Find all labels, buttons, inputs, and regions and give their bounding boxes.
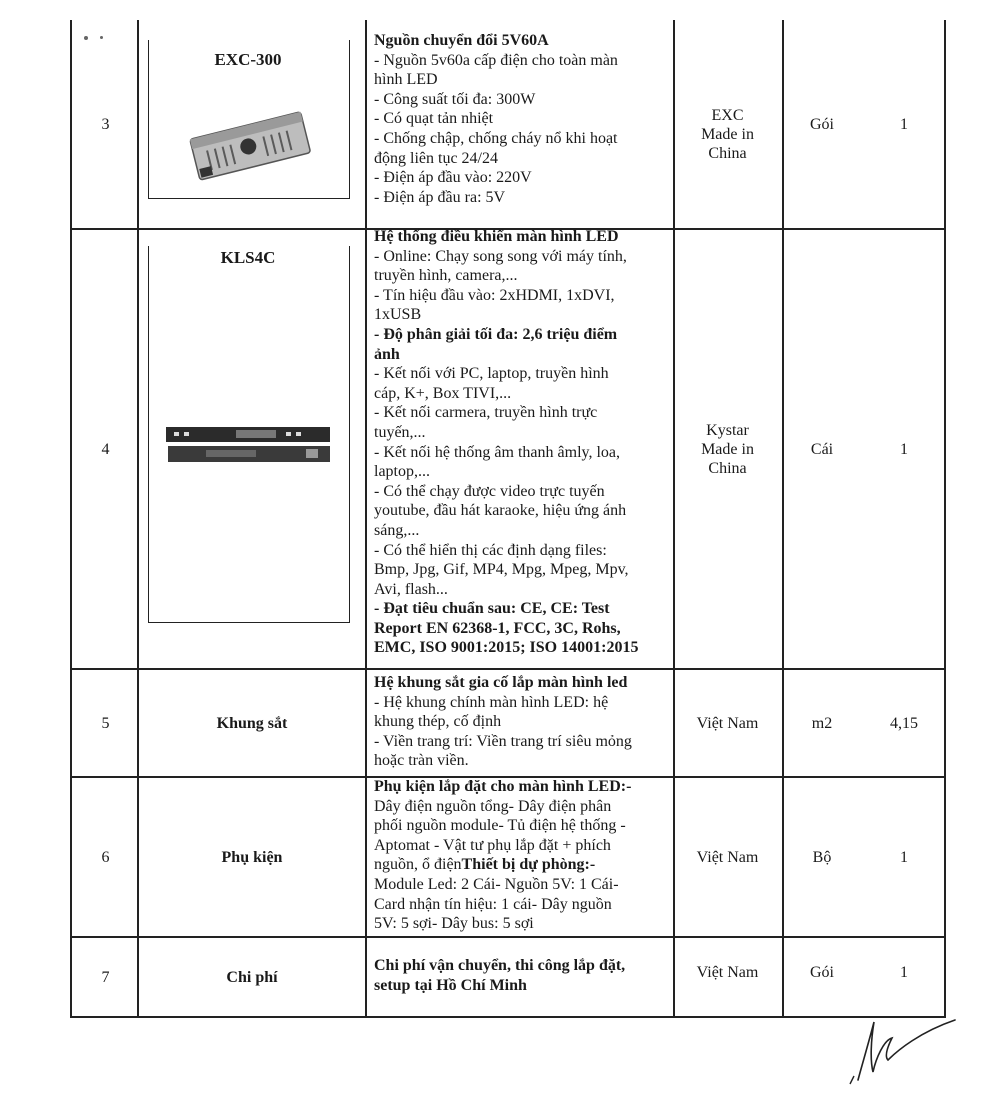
row-4-quantity: 1 (900, 440, 908, 458)
row-6-line: Phụ kiện lắp đặt cho màn hình LED:- (374, 778, 632, 795)
row-3-origin (673, 20, 782, 248)
row-6-line: Module Led: 2 Cái- Nguồn 5V: 1 Cái- (374, 875, 619, 893)
row-3-unit: Gói (810, 115, 834, 133)
row-4-line: truyền hình, camera,... (374, 267, 518, 285)
row-3-line: - Chống chập, chống cháy nổ khi hoạt (374, 129, 618, 147)
row-3-line: - Nguồn 5v60a cấp điện cho toàn màn (374, 51, 618, 69)
row-7-description (374, 956, 625, 995)
row-3-origin-line: EXC (711, 106, 744, 124)
row-6-description (374, 777, 631, 934)
row-6-unit: Bộ (812, 848, 832, 866)
row-4-line: - Có thể hiển thị các định dạng files: (374, 541, 607, 559)
row-4-line: - Kết nối với PC, laptop, truyền hình (374, 365, 609, 383)
row-6-line: phối nguồn module- Tủ điện hệ thống - (374, 817, 626, 835)
row-4-unit: Cái (810, 440, 834, 458)
row-7-name: Chi phí (226, 968, 278, 986)
row-6-name: Phụ kiện (221, 848, 283, 866)
row-6-line-text: nguồn, ổ điện (374, 856, 462, 874)
row-3-line: hình LED (374, 71, 438, 89)
row-4-model: KLS4C (220, 248, 276, 267)
row-5-quantity: 4,15 (890, 714, 918, 732)
row-7-line: Chi phí vận chuyển, thi công lắp đặt, (374, 957, 626, 974)
row-5-unit: m2 (811, 714, 833, 732)
row-7-unit: Gói (810, 963, 834, 981)
scan-speck (84, 36, 88, 40)
row-4-line: Avi, flash... (374, 580, 448, 598)
row-3-quantity: 1 (900, 115, 908, 133)
row-3-line: - Điện áp đầu ra: 5V (374, 188, 506, 206)
row-4-line: tuyến,... (374, 423, 426, 441)
row-3-description (374, 31, 618, 207)
row-4-line: sáng,... (374, 521, 420, 539)
row-7-line: setup tại Hồ Chí Minh (374, 976, 527, 994)
row-5-description (374, 673, 632, 771)
row-4-line: - Đạt tiêu chuẩn sau: CE, CE: Test (374, 600, 610, 618)
row-4-line: Hệ thống điều khiển màn hình LED (374, 228, 619, 245)
row-6-line (374, 855, 631, 875)
row-6-quantity: 1 (900, 848, 908, 866)
row-4-origin (673, 229, 782, 669)
row-4-origin-line: China (708, 459, 747, 477)
row-3-line: - Điện áp đầu vào: 220V (374, 169, 532, 187)
row-4-origin-line: Kystar (706, 421, 749, 439)
row-4-line: youtube, đầu hát karaoke, hiệu ứng ánh (374, 502, 627, 520)
row-5-line: hoặc tràn viền. (374, 752, 469, 770)
row-6-line-tail: Thiết bị dự phòng:- (461, 856, 596, 874)
row-7-number: 7 (101, 968, 110, 986)
row-4-line: - Online: Chạy song song với máy tính, (374, 247, 627, 265)
row-3-line: Nguồn chuyển đổi 5V60A (374, 32, 549, 49)
row-4-line: Report EN 62368-1, FCC, 3C, Rohs, (374, 619, 621, 637)
row-5-line: - Viền trang trí: Viền trang trí siêu mỏng (374, 732, 632, 750)
row-4-line: - Có thể chạy được video trực tuyến (374, 482, 605, 500)
row-6-line: 5V: 5 sợi- Dây bus: 5 sợi (374, 915, 534, 933)
row-5-line: khung thép, cố định (374, 713, 502, 731)
row-4-description (374, 227, 638, 658)
row-3-line: động liên tục 24/24 (374, 149, 498, 167)
row-3-origin-line: China (708, 144, 747, 162)
row-5-name: Khung sắt (216, 714, 288, 732)
row-5-origin: Việt Nam (696, 714, 759, 732)
row-6-line: Dây điện nguồn tổng- Dây điện phân (374, 797, 612, 815)
scan-speck (100, 36, 103, 39)
row-6-line: Aptomat - Vật tư phụ lắp đặt + phích (374, 836, 611, 854)
row-3-origin-line: Made in (701, 125, 754, 143)
row-3-line: - Có quạt tản nhiệt (374, 110, 494, 128)
row-7-quantity: 1 (900, 963, 908, 981)
led-controller-icon (166, 425, 332, 467)
row-4-origin-line: Made in (701, 440, 754, 458)
row-3-number: 3 (101, 115, 110, 133)
row-4-line: - Kết nối carmera, truyền hình trực (374, 404, 598, 422)
row-4-line: - Kết nối hệ thống âm thanh âmly, loa, (374, 443, 621, 461)
row-4-line: cáp, K+, Box TIVI,... (374, 384, 512, 402)
row-5-line: Hệ khung sắt gia cố lắp màn hình led (374, 674, 628, 691)
row-3-line: - Công suất tối đa: 300W (374, 90, 536, 108)
row-5-number: 5 (101, 714, 110, 732)
row-4-line: Bmp, Jpg, Gif, MP4, Mpg, Mpeg, Mpv, (374, 561, 629, 579)
row-4-line: 1xUSB (374, 306, 422, 324)
row-6-origin: Việt Nam (696, 848, 759, 866)
row-4-line: - Tín hiệu đầu vào: 2xHDMI, 1xDVI, (374, 286, 615, 304)
power-supply-icon (185, 100, 315, 190)
row-4-line: ảnh (374, 345, 400, 363)
row-4-line: laptop,... (374, 463, 430, 481)
row-7-origin: Việt Nam (696, 963, 759, 981)
row-4-line: EMC, ISO 9001:2015; ISO 14001:2015 (374, 639, 639, 657)
row-5-line: - Hệ khung chính màn hình LED: hệ (374, 693, 609, 711)
row-4-line: - Độ phân giải tối đa: 2,6 triệu điểm (374, 325, 618, 343)
row-3-model: EXC-300 (214, 50, 282, 69)
row-6-number: 6 (101, 848, 110, 866)
row-4-number: 4 (101, 440, 110, 458)
signature-icon (840, 1010, 960, 1090)
row-6-line: Card nhận tín hiệu: 1 cái- Dây nguồn (374, 895, 612, 913)
